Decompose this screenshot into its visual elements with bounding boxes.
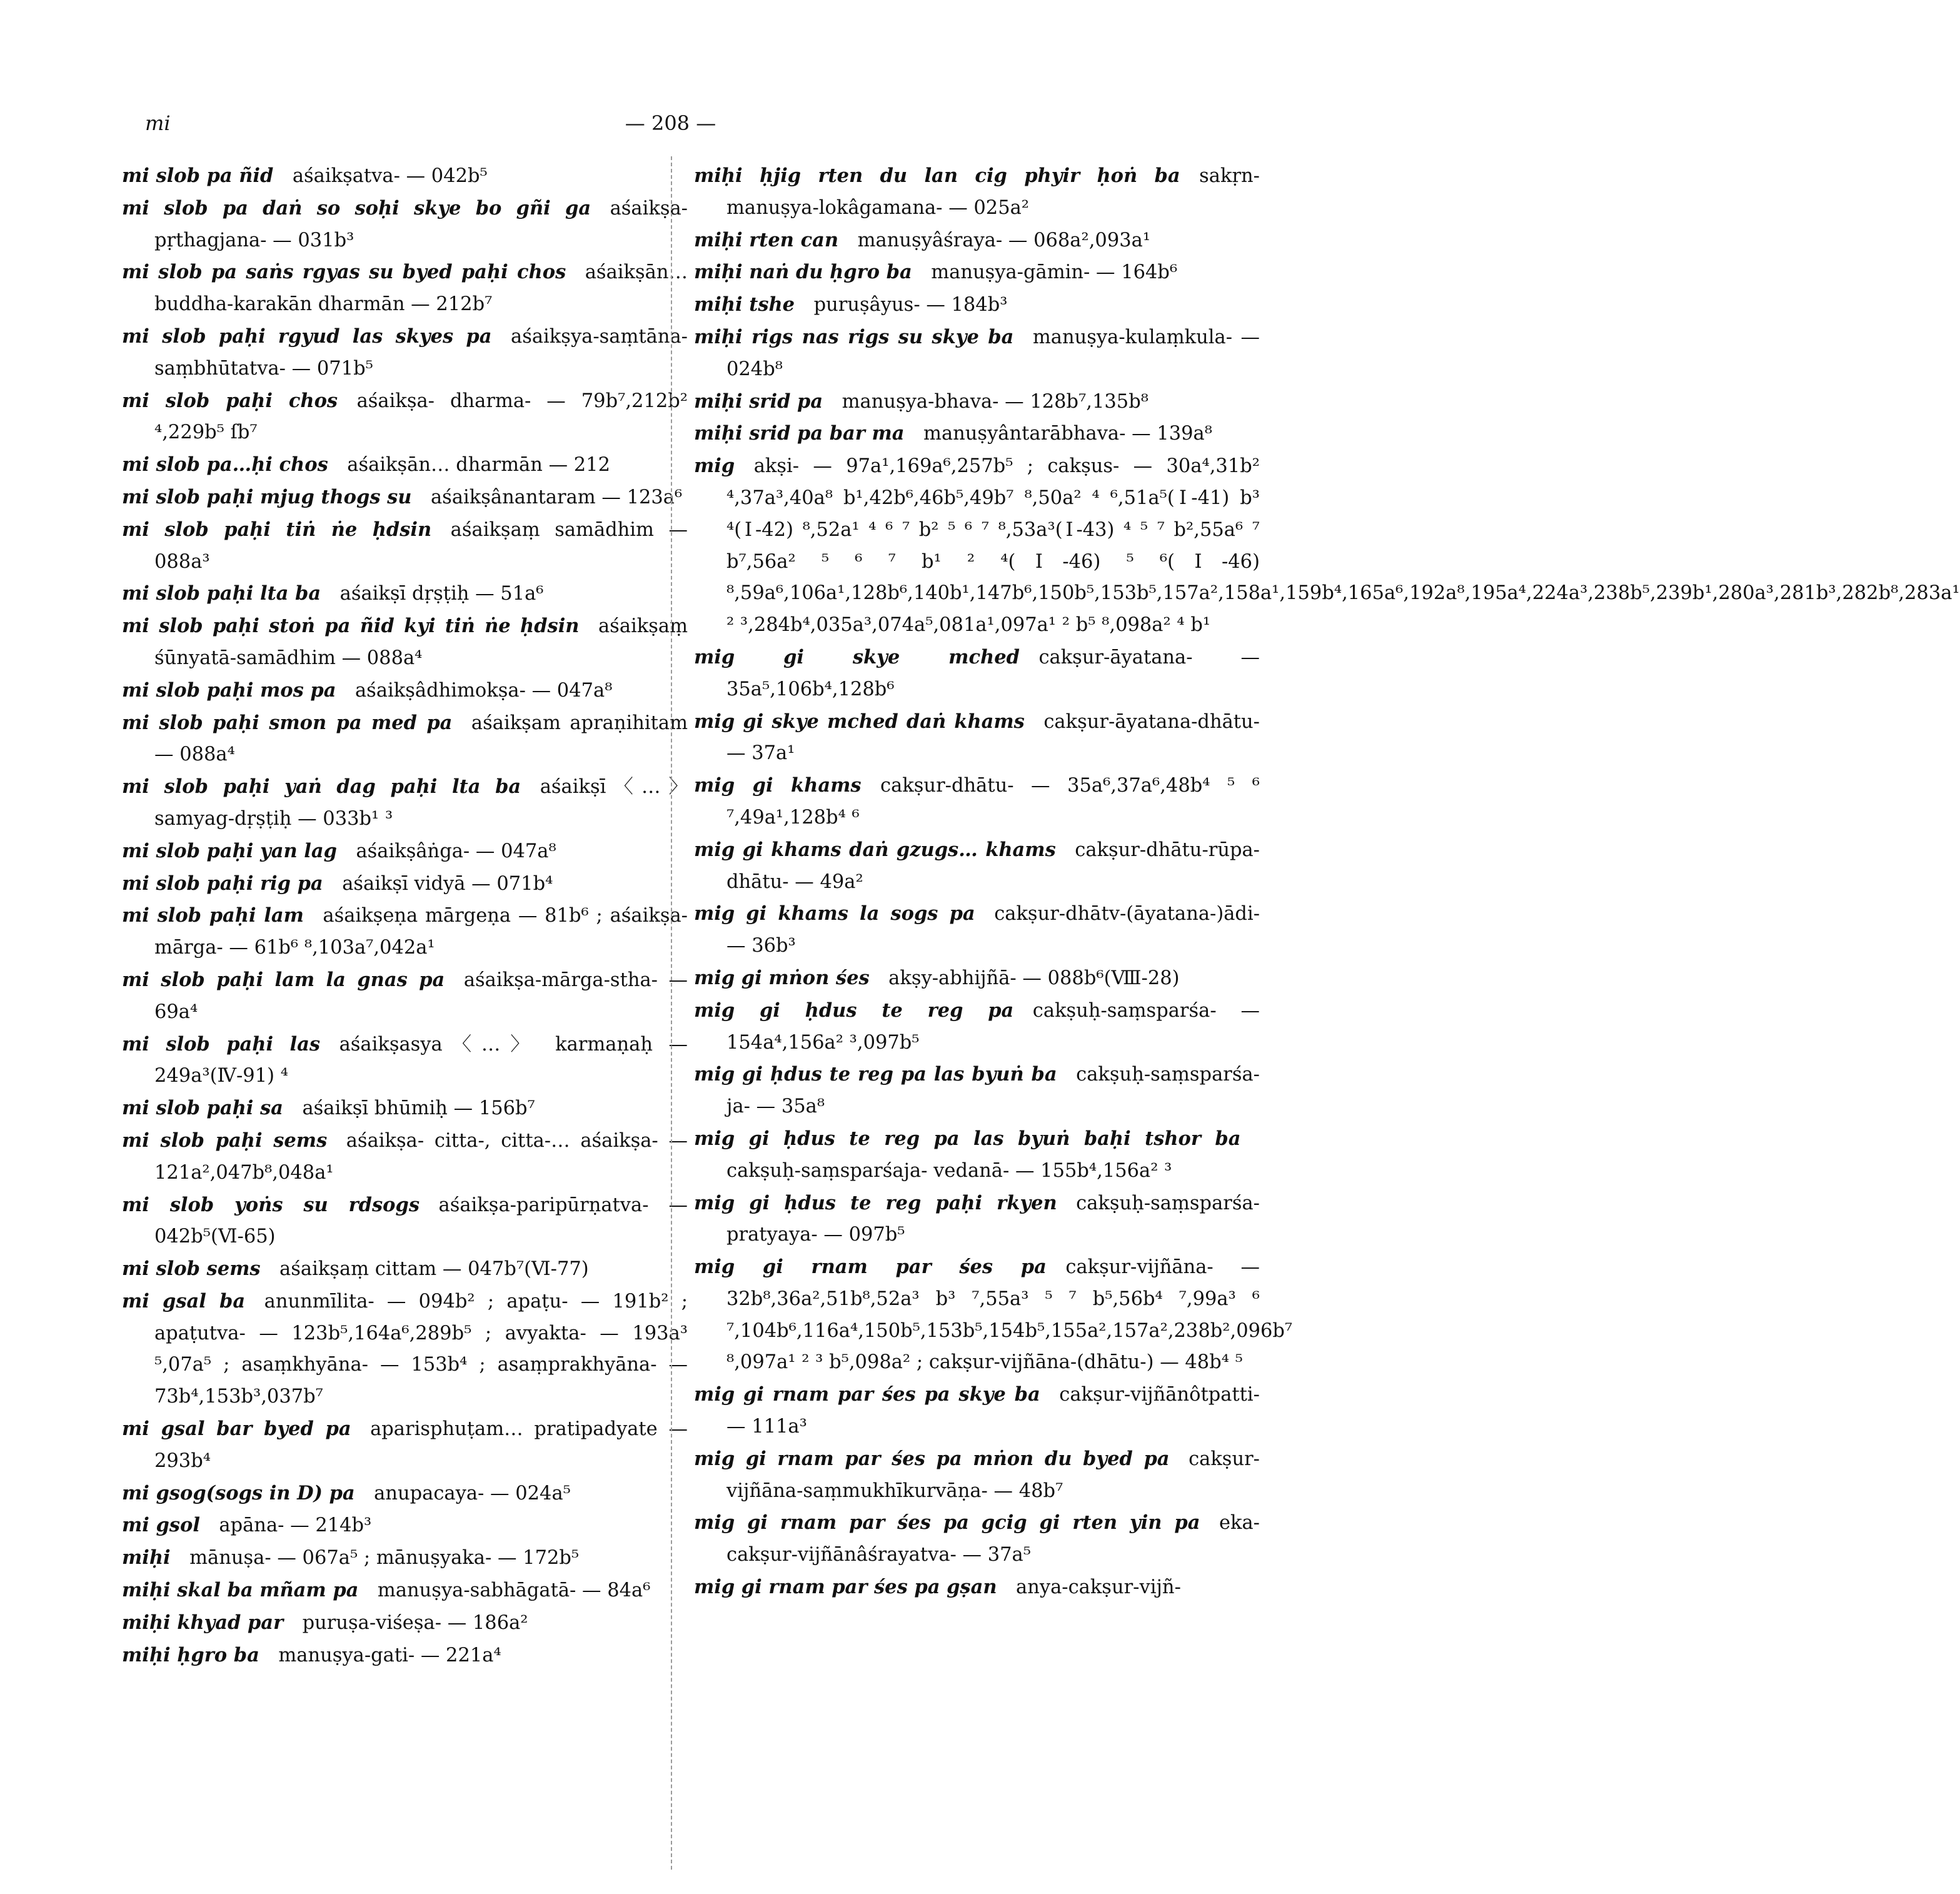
dictionary-entry (694, 160, 1260, 224)
dictionary-entry (122, 1574, 688, 1607)
entry-definition: cakṣur-vijñāna-saṃmukhīkurvāṇa- — 48b⁷ (726, 1448, 1260, 1502)
entry-definition: aparisphuṭam… pratipadyate — 293b⁴ (154, 1418, 688, 1472)
entry-headword: mi slob paḥi tiṅ ṅe ḥdsin (122, 518, 432, 541)
dictionary-entry (122, 1478, 688, 1510)
dictionary-entry (122, 1413, 688, 1478)
dictionary-entry (694, 1059, 1260, 1123)
dictionary-entry (122, 835, 688, 868)
dictionary-entry (122, 1029, 688, 1093)
entry-definition: aśaikṣya-saṃtāna-saṃbhūtatva- — 071b⁵ (154, 325, 688, 380)
entry-definition: aśaikṣâṅga- — 047a⁸ (356, 840, 556, 862)
entry-definition: aśaikṣaṃ cittam — 047b⁷(Ⅵ-77) (279, 1258, 589, 1281)
entry-definition: aśaikṣasya〈…〉 karmaṇaḥ — 249a³(Ⅳ-91) ⁴ (154, 1033, 688, 1087)
dictionary-entry (694, 834, 1260, 899)
dictionary-entry (694, 642, 1260, 706)
entry-headword: mi slob pa daṅ so soḥi skye bo gñi ga (122, 196, 591, 219)
dictionary-entry (122, 1286, 688, 1413)
entry-headword: miḥi ḥjig rten du lan cig phyir ḥoṅ ba (694, 164, 1180, 187)
entry-headword: mig gi khams la sogs pa (694, 902, 975, 925)
entry-headword: mi gsal bar byed pa (122, 1418, 351, 1441)
entry-definition: aśaikṣaṃ samādhim — 088a³ (154, 518, 688, 573)
dictionary-entry (694, 418, 1260, 450)
entry-headword: miḥi naṅ du ḥgro ba (694, 261, 912, 284)
dictionary-entry (694, 1443, 1260, 1508)
entry-definition: apāna- — 214b³ (219, 1514, 372, 1537)
entry-definition: manuṣyâśraya- — 068a²,093a¹ (857, 229, 1151, 251)
entry-headword: mig gi ḥdus te reg pa (694, 999, 1014, 1022)
dictionary-entry (122, 321, 688, 385)
entry-definition: manuṣya-sabhāgatā- — 84a⁶ (377, 1579, 651, 1602)
dictionary-entry (122, 771, 688, 835)
dictionary-entry (122, 675, 688, 707)
entry-definition: manuṣya-bhava- — 128b⁷,135b⁸ (842, 390, 1148, 413)
entry-definition: manuṣyântarābhava- — 139a⁸ (923, 423, 1212, 445)
entry-headword: mig gi skye mched daṅ khams (694, 710, 1025, 733)
entry-headword: mig gi rnam par śes pa gcig gi rten yin pa (694, 1511, 1200, 1534)
entry-definition: mānuṣa- — 067a⁵ ; mānuṣyaka- — 172b⁵ (189, 1547, 580, 1569)
dictionary-entry (122, 1640, 688, 1672)
dictionary-entry (122, 1607, 688, 1640)
right-column (694, 160, 1960, 1604)
entry-headword: mig gi ḥdus te reg pa las byuṅ ba (694, 1063, 1057, 1086)
dictionary-entry (694, 995, 1260, 1059)
entry-headword: mig gi skye mched (694, 645, 1020, 668)
entry-definition: cakṣur-āyatana-dhātu- — 37a¹ (726, 710, 1260, 765)
entry-headword: mi gsol (122, 1514, 200, 1537)
left-column (122, 160, 688, 1671)
entry-headword: mi slob pa ñid (122, 164, 274, 187)
dictionary-entry (122, 481, 688, 514)
entry-definition: cakṣur-vijñānôtpatti- — 111a³ (726, 1384, 1260, 1438)
dictionary-entry (122, 385, 688, 450)
entry-headword: miḥi srid pa (694, 390, 823, 413)
entry-headword: miḥi tshe (694, 293, 795, 316)
entry-headword: mi slob paḥi yan lag (122, 839, 337, 862)
entry-definition: aśaikṣa- dharma- — 79b⁷,212b² ⁴,229b⁵ ſb⁷ (154, 390, 688, 444)
entry-headword: mi gsal ba (122, 1289, 246, 1312)
dictionary-entry (694, 386, 1260, 418)
entry-definition: manuṣya-gāmin- — 164b⁶ (931, 261, 1178, 284)
entry-headword: mig gi khams (694, 774, 862, 797)
entry-headword: mi slob paḥi yaṅ dag paḥi lta ba (122, 775, 521, 798)
entry-headword: miḥi (122, 1546, 171, 1569)
entry-definition: aśaikṣâdhimokṣa- — 047a⁸ (355, 679, 613, 702)
entry-definition: cakṣuḥ-saṃsparśa-pratyaya- — 097b⁵ (726, 1192, 1260, 1246)
entry-headword: mig gi ḥdus te reg pa las byuṅ baḥi tshor ba (694, 1127, 1241, 1150)
dictionary-entry (122, 256, 688, 321)
entry-headword: miḥi khyad par (122, 1611, 284, 1634)
entry-headword: mig gi ḥdus te reg paḥi rkyen (694, 1191, 1057, 1214)
entry-definition: cakṣuḥ-saṃsparśaja- vedanā- — 155b⁴,156a² ³ (726, 1159, 1172, 1182)
dictionary-entry (694, 1187, 1260, 1252)
dictionary-entry (694, 898, 1260, 962)
entry-definition: aśaikṣam apraṇihitam — 088a⁴ (154, 712, 688, 766)
dictionary-entry (122, 1092, 688, 1125)
entry-headword: mi slob paḥi las (122, 1032, 321, 1055)
entry-definition: anunmīlita- — 094b² ; apaṭu- — 191b² ; apaṭutva- — 123b⁵,164a⁶,289b⁵ ; avyakta- — 193a³ ⁵,07a⁵ ; asaṃkhyāna- — 153b⁴ ; asaṃprakhyāna- — 73b⁴,153b³,037b⁷ (154, 1290, 688, 1408)
dictionary-entry (694, 706, 1260, 770)
entry-definition: aśaikṣa-pṛthagjana- — 031b³ (154, 197, 688, 251)
dictionary-entry (694, 1379, 1260, 1443)
entry-headword: mi slob sems (122, 1257, 261, 1281)
page-number: — 208 — (625, 111, 716, 135)
entry-headword: mi slob paḥi mjug thogs su (122, 485, 412, 508)
entry-headword: mig gi rnam par śes pa mṅon du byed pa (694, 1447, 1170, 1470)
entry-headword: mig (694, 455, 735, 478)
dictionary-entry (694, 450, 1960, 642)
entry-headword: mi slob paḥi chos (122, 389, 338, 412)
dictionary-entry (122, 900, 688, 964)
dictionary-entry (122, 1542, 688, 1574)
dictionary-entry (122, 160, 688, 193)
dictionary-entry (694, 1251, 1293, 1379)
entry-headword: mi gsog(sogs in D) pa (122, 1481, 355, 1504)
entry-headword: mi slob paḥi smon pa med pa (122, 711, 453, 734)
entry-definition: akṣi- — 97a¹,169a⁶,257b⁵ ; cakṣus- — 30a⁴,31b² ⁴,37a³,40a⁸ b¹,42b⁶,46b⁵,49b⁷ ⁸,50a² ⁴ ⁶,51a⁵(Ⅰ-41) b³ ⁴(Ⅰ-42) ⁸,52a¹ ⁴ ⁶ ⁷ b² ⁵ ⁶ ⁷ ⁸,53a³(Ⅰ-43) ⁴ ⁵ ⁷ b²,55a⁶ ⁷ b⁷,56a² ⁵ ⁶ ⁷ b¹ ² ⁴(Ⅰ-46) ⁵ ⁶(Ⅰ-46) ⁸,59a⁶,106a¹,128b⁶,140b¹,147b⁶,150b⁵,153b⁵,157a²,158a¹,159b⁴,165a⁶,192a⁸,195a⁴,224a³,238b⁵,239b¹,280a³,281b³,282b⁸,283a¹ ² ³,284b⁴,035a³,074a⁵,081a¹,097a¹ ² b⁵ ⁸,098a² ⁴ b¹ (726, 455, 1960, 637)
entry-headword: mi slob paḥi mos pa (122, 678, 336, 702)
entry-headword: mi slob yoṅs su rdsogs (122, 1193, 420, 1216)
dictionary-entry (694, 1507, 1260, 1571)
entry-definition: anya-cakṣur-vijñ- (1016, 1576, 1181, 1599)
dictionary-entry (694, 770, 1260, 834)
entry-definition: aśaikṣī〈…〉 samyag-dṛṣṭiḥ — 033b¹ ³ (154, 776, 688, 830)
dictionary-entry (694, 1123, 1260, 1187)
dictionary-entry (122, 1509, 688, 1542)
entry-definition: aśaikṣān… buddha-karakān dharmān — 212b⁷ (154, 261, 688, 316)
entry-headword: mi slob paḥi stoṅ pa ñid kyi tiṅ ṅe ḥdsin (122, 615, 580, 638)
dictionary-entry (122, 578, 688, 610)
entry-headword: mi slob pa…ḥi chos (122, 453, 328, 476)
dictionary-entry (694, 321, 1260, 386)
dictionary-entry (694, 256, 1260, 289)
entry-definition: cakṣuḥ-saṃsparśa-ja- — 35a⁸ (726, 1064, 1260, 1118)
entry-definition: anupacaya- — 024a⁵ (374, 1482, 571, 1504)
entry-definition: aśaikṣī dṛṣṭiḥ — 51a⁶ (339, 583, 544, 605)
entry-headword: mig gi khams daṅ gzugs… khams (694, 838, 1056, 861)
section-header: mi (145, 111, 171, 135)
entry-definition: aśaikṣān… dharmān — 212 (347, 454, 610, 476)
entry-headword: mi slob paḥi lta ba (122, 582, 321, 605)
entry-headword: miḥi ḥgro ba (122, 1643, 259, 1666)
entry-definition: eka-cakṣur-vijñānâśrayatva- — 37a⁵ (726, 1512, 1260, 1566)
entry-headword: mig gi rnam par śes pa skye ba (694, 1383, 1040, 1406)
entry-headword: miḥi rigs nas rigs su skye ba (694, 325, 1014, 348)
dictionary-entry (122, 707, 688, 772)
entry-headword: mi slob paḥi sa (122, 1097, 283, 1120)
dictionary-entry (122, 964, 688, 1029)
entry-definition: puruṣa-viśeṣa- — 186a² (302, 1611, 528, 1634)
entry-headword: mig gi rnam par śes pa (694, 1256, 1047, 1279)
entry-definition: aśaikṣatva- — 042b⁵ (292, 165, 488, 187)
entry-definition: aśaikṣī bhūmiḥ — 156b⁷ (302, 1097, 535, 1120)
entry-headword: miḥi rten can (694, 228, 839, 251)
entry-definition: aśaikṣânantaram — 123a⁶ (431, 486, 683, 508)
dictionary-entry (694, 1571, 1260, 1604)
entry-headword: mig gi rnam par śes pa gṣan (694, 1576, 997, 1599)
entry-headword: mi slob paḥi lam (122, 904, 304, 927)
entry-headword: mi slob paḥi lam la gnas pa (122, 968, 445, 991)
entry-headword: mi slob paḥi rgyud las skyes pa (122, 325, 492, 348)
entry-definition: aśaikṣeṇa mārgeṇa — 81b⁶ ; aśaikṣa-mārga- — 61b⁶ ⁸,103a⁷,042a¹ (154, 905, 688, 959)
dictionary-entry (122, 1125, 688, 1189)
dictionary-entry (122, 868, 688, 900)
entry-definition: manuṣya-gati- — 221a⁴ (278, 1644, 501, 1666)
entry-headword: miḥi skal ba mñam pa (122, 1579, 359, 1602)
entry-definition: aśaikṣa- citta-, citta-… aśaikṣa- — 121a²,047b⁸,048a¹ (154, 1129, 688, 1184)
entry-headword: mi slob pa saṅs rgyas su byed paḥi chos (122, 261, 566, 284)
entry-headword: mi slob paḥi rig pa (122, 872, 323, 895)
dictionary-entry (122, 193, 688, 257)
entry-definition: aśaikṣī vidyā — 071b⁴ (342, 872, 553, 895)
entry-definition: cakṣur-vijñāna- — 32b⁸,36a²,51b⁸,52a³ b³ ⁷,55a³ ⁵ ⁷ b⁵,56b⁴ ⁷,99a³ ⁶ ⁷,104b⁶,116a⁴,150b⁵,153b⁵,154b⁵,155a²,157a²,238b²,096b⁷ ⁸,097a¹ ² ³ b⁵,098a² ; cakṣur-vijñāna-(dhātu-) — 48b⁴ ⁵ (726, 1256, 1293, 1374)
entry-definition: cakṣur-āyatana- — 35a⁵,106b⁴,128b⁶ (726, 646, 1260, 700)
entry-definition: aśaikṣa-mārga-stha- — 69a⁴ (154, 969, 688, 1023)
dictionary-entry (122, 514, 688, 578)
entry-headword: miḥi srid pa bar ma (694, 422, 905, 445)
dictionary-entry (694, 289, 1260, 321)
dictionary-entry (122, 449, 688, 481)
entry-headword: mi slob paḥi sems (122, 1129, 328, 1152)
dictionary-entry (122, 1189, 688, 1254)
dictionary-entry (694, 224, 1260, 257)
entry-definition: cakṣur-dhātu-rūpa-dhātu- — 49a² (726, 839, 1260, 893)
entry-headword: mig gi mṅon śes (694, 966, 870, 989)
entry-definition: cakṣur-dhātv-(āyatana-)ādi- — 36b³ (726, 903, 1260, 957)
dictionary-entry (122, 1253, 688, 1286)
entry-definition: akṣy-abhijñā- — 088b⁶(Ⅷ-28) (888, 967, 1180, 989)
entry-definition: cakṣuḥ-saṃsparśa- — 154a⁴,156a² ³,097b⁵ (726, 999, 1260, 1054)
dictionary-entry (122, 610, 688, 675)
entry-definition: sakṛn-manuṣya-lokâgamana- — 025a² (726, 165, 1260, 219)
column-divider (671, 156, 672, 1870)
entry-definition: manuṣya-kulaṃkula- — 024b⁸ (726, 326, 1260, 380)
entry-definition: puruṣâyus- — 184b³ (813, 294, 1008, 316)
entry-definition: aśaikṣa-paripūrṇatva- — 042b⁵(Ⅵ-65) (154, 1194, 688, 1248)
dictionary-entry (694, 962, 1260, 995)
entry-definition: aśaikṣaṃ śūnyatā-samādhim — 088a⁴ (154, 615, 688, 669)
entry-definition: cakṣur-dhātu- — 35a⁶,37a⁶,48b⁴ ⁵ ⁶ ⁷,49a¹,128b⁴ ⁶ (726, 775, 1260, 829)
